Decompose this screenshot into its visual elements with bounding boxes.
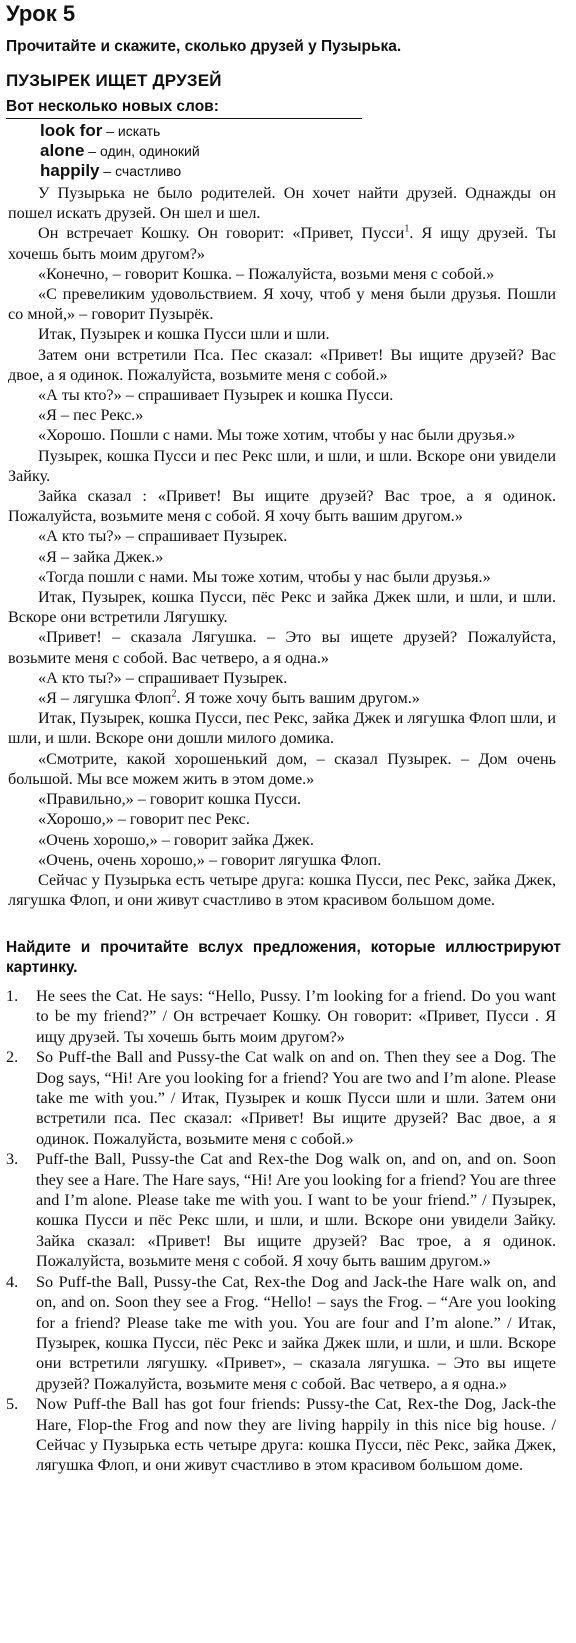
answer-text: He sees the Cat. He says: “Hello, Pussy. I’m looking for a friend. Do you want to be my friend?” / Он встречает Кошку. Он говорит: «Привет, Пусси . Я ищу друзей. Ты хочешь быть моим другом?»: [36, 987, 556, 1046]
footnote-mark: 2: [171, 688, 177, 700]
vocab-item: [40, 161, 181, 182]
answer-item: [6, 1047, 556, 1149]
story-paragraph: «Хорошо,» – говорит пес Рекс.: [38, 810, 250, 829]
story-paragraph: «Привет! – сказала Лягушка. – Это вы ищете друзей? Пожалуйста, возьмите меня с собой. Вас четверо, а я одна.»: [8, 628, 556, 667]
story-paragraph: «Я – пес Рекс.»: [38, 406, 144, 425]
answers-list: [6, 986, 556, 1476]
answer-number: 5.: [6, 1395, 19, 1414]
instruction-read: Прочитайте и скажите, сколько друзей у Пузырька.: [6, 38, 402, 55]
lesson-heading: Урок 5: [6, 1, 76, 26]
story-paragraph: Он встречает Кошку. Он говорит: «Привет, Пусси$^1$. Я ищу друзей. Ты хочешь быть моим другом?»: [8, 224, 556, 263]
story-paragraph: «Очень, очень хорошо,» – говорит лягушка Флоп.: [38, 850, 382, 869]
footnote-mark: 1: [404, 224, 410, 236]
vocab-translation: – счастливо: [99, 163, 182, 179]
answer-item: [6, 1394, 556, 1476]
story-paragraph: Сейчас у Пузырька есть четыре друга: кошка Пусси, пес Рекс, зайка Джек, лягушка Флоп, и они живут счастливо в этом красивом большом доме.: [8, 870, 556, 910]
answer-number: 3.: [6, 1150, 19, 1169]
vocab-heading-underline: [6, 118, 362, 119]
story-paragraph: «Я – лягушка Флоп$^2$. Я тоже хочу быть вашим другом.»: [38, 688, 420, 708]
answer-text: So Puff-the Ball, Pussy-the Cat, Rex-the Dog and Jack-the Hare walk on, and on, and on. Soon they see a Frog. “Hello! – says the Frog. – “Are you looking for a friend? Please take me with you. You are four and I’m alone.” / Итак, Пузырек, кошка Пусси, пёс Рекс и зайка Джек шли, и шли, и шли. Вскоре они встретили лягушку. «Привет», – сказала лягушка. – Это вы ищете друзей? Пожалуйста, возьмите меня с собой. Вас четверо, а я одна.»: [36, 1272, 556, 1393]
story-paragraph: «Конечно, – говорит Кошка. – Пожалуйста, возьми меня с собой.»: [38, 264, 495, 283]
answer-item: [6, 1149, 556, 1271]
story-paragraph: «А ты кто?» – спрашивает Пузырек и кошка Пусси.: [38, 386, 394, 405]
vocab-item: [40, 121, 160, 142]
answer-number: 2.: [6, 1048, 19, 1067]
story-paragraph: Итак, Пузырек, кошка Пусси, пес Рекс, зайка Джек и лягушка Флоп шли, и шли, и шли. Вскоре они дошли милого домика.: [8, 709, 556, 748]
answer-item: [6, 986, 556, 1047]
story-paragraph: «Я – зайка Джек.»: [38, 547, 164, 566]
instruction-find: Найдите и прочитайте вслух предложения, которые иллюстрируют картинку.: [6, 939, 561, 976]
story-paragraph: Затем они встретили Пса. Пес сказал: «Привет! Вы ищите друзей? Вас двое, а я одинок. Пожалуйста, возьмите меня с собой.»: [8, 345, 556, 384]
story-paragraph: «А кто ты?» – спрашивает Пузырек.: [38, 527, 288, 546]
vocab-item: [40, 141, 200, 162]
story-paragraph: У Пузырька не было родителей. Он хочет найти друзей. Однажды он пошел искать друзей. Он шел и шел.: [8, 184, 556, 223]
answer-item: [6, 1272, 556, 1394]
story-paragraph: «Тогда пошли с нами. Мы тоже хотим, чтобы у нас были друзья.»: [38, 567, 491, 586]
story-paragraph: Зайка сказал : «Привет! Вы ищите друзей? Вас трое, а я одинок. Пожалуйста, возьмите меня с собой. Я хочу быть вашим другом.»: [8, 487, 556, 526]
story-paragraph: «Хорошо. Пошли с нами. Мы тоже хотим, чтобы у нас были друзья.»: [38, 426, 516, 445]
story-paragraph: «Очень хорошо,» – говорит зайка Джек.: [38, 830, 314, 849]
story-paragraph: Итак, Пузырек, кошка Пусси, пёс Рекс и зайка Джек шли, и шли, и шли. Вскоре они встретили Лягушку.: [8, 588, 556, 627]
story-text: [8, 183, 556, 910]
vocab-translation: – искать: [102, 123, 161, 139]
answer-text: So Puff-the Ball and Pussy-the Cat walk on and on. Then they see a Dog. The Dog says, “Hi! Are you looking for a friend? You are two and I’m alone. Please take me with you.” / Итак, Пузырек и кошк Пусси шли и шли. Затем они встретили пса. Пес сказал: «Привет! Вы ищите друзей? Вас двое, а я одинок. Пожалуйста, возьмите меня с собой.»: [36, 1048, 556, 1148]
story-paragraph: Итак, Пузырек и кошка Пусси шли и шли.: [38, 325, 330, 344]
vocab-word: alone: [40, 141, 85, 160]
answer-text: Now Puff-the Ball has got four friends: Pussy-the Cat, Rex-the Dog, Jack-the Hare, Flop-the Frog and now they are living happily in this nice big house. / Сейчас у Пузырька есть четыре друга: кошка Пусси, пёс Рекс, зайка Джек, лягушка Флоп, и они живут счастливо в этом красивом большом доме.: [36, 1395, 556, 1475]
answer-number: 4.: [6, 1272, 19, 1291]
story-paragraph: «А кто ты?» – спрашивает Пузырек.: [38, 668, 288, 687]
story-paragraph: «Смотрите, какой хорошенький дом, – сказал Пузырек. – Дом очень большой. Мы все можем жить в этом доме.»: [8, 749, 556, 788]
story-paragraph: «Правильно,» – говорит кошка Пусси.: [38, 790, 302, 809]
vocab-translation: – один, одинокий: [84, 143, 200, 159]
answer-number: 1.: [6, 987, 19, 1005]
story-title: ПУЗЫРЕК ИЩЕТ ДРУЗЕЙ: [6, 71, 222, 90]
story-paragraph: Пузырек, кошка Пусси и пес Рекс шли, и шли, и шли. Вскоре они увидели Зайку.: [8, 446, 556, 485]
story-paragraph: «С превеликим удовольствием. Я хочу, чтоб у меня были друзья. Пошли со мной,» – говорит Пузырёк.: [8, 285, 556, 324]
vocab-word: look for: [40, 121, 103, 140]
vocab-heading: Вот несколько новых слов:: [6, 98, 219, 115]
answer-text: Puff-the Ball, Pussy-the Cat and Rex-the Dog walk on, and on, and on. Soon they see a Hare. The Hare says, “Hi! Are you looking for a friend? You are three and I’m alone. Please take me with you. I want to be your friend.” / Пузырек, кошка Пусси и пёс Рекс шли, и шли, и шли. Вскоре они увидели Зайку. Зайка сказал: «Привет! Вы ищите друзей? Вас трое, а я одинок. Пожалуйста, возьмите меня с собой. Я хочу быть вашим другом.»: [36, 1150, 556, 1271]
vocab-word: happily: [40, 161, 100, 180]
